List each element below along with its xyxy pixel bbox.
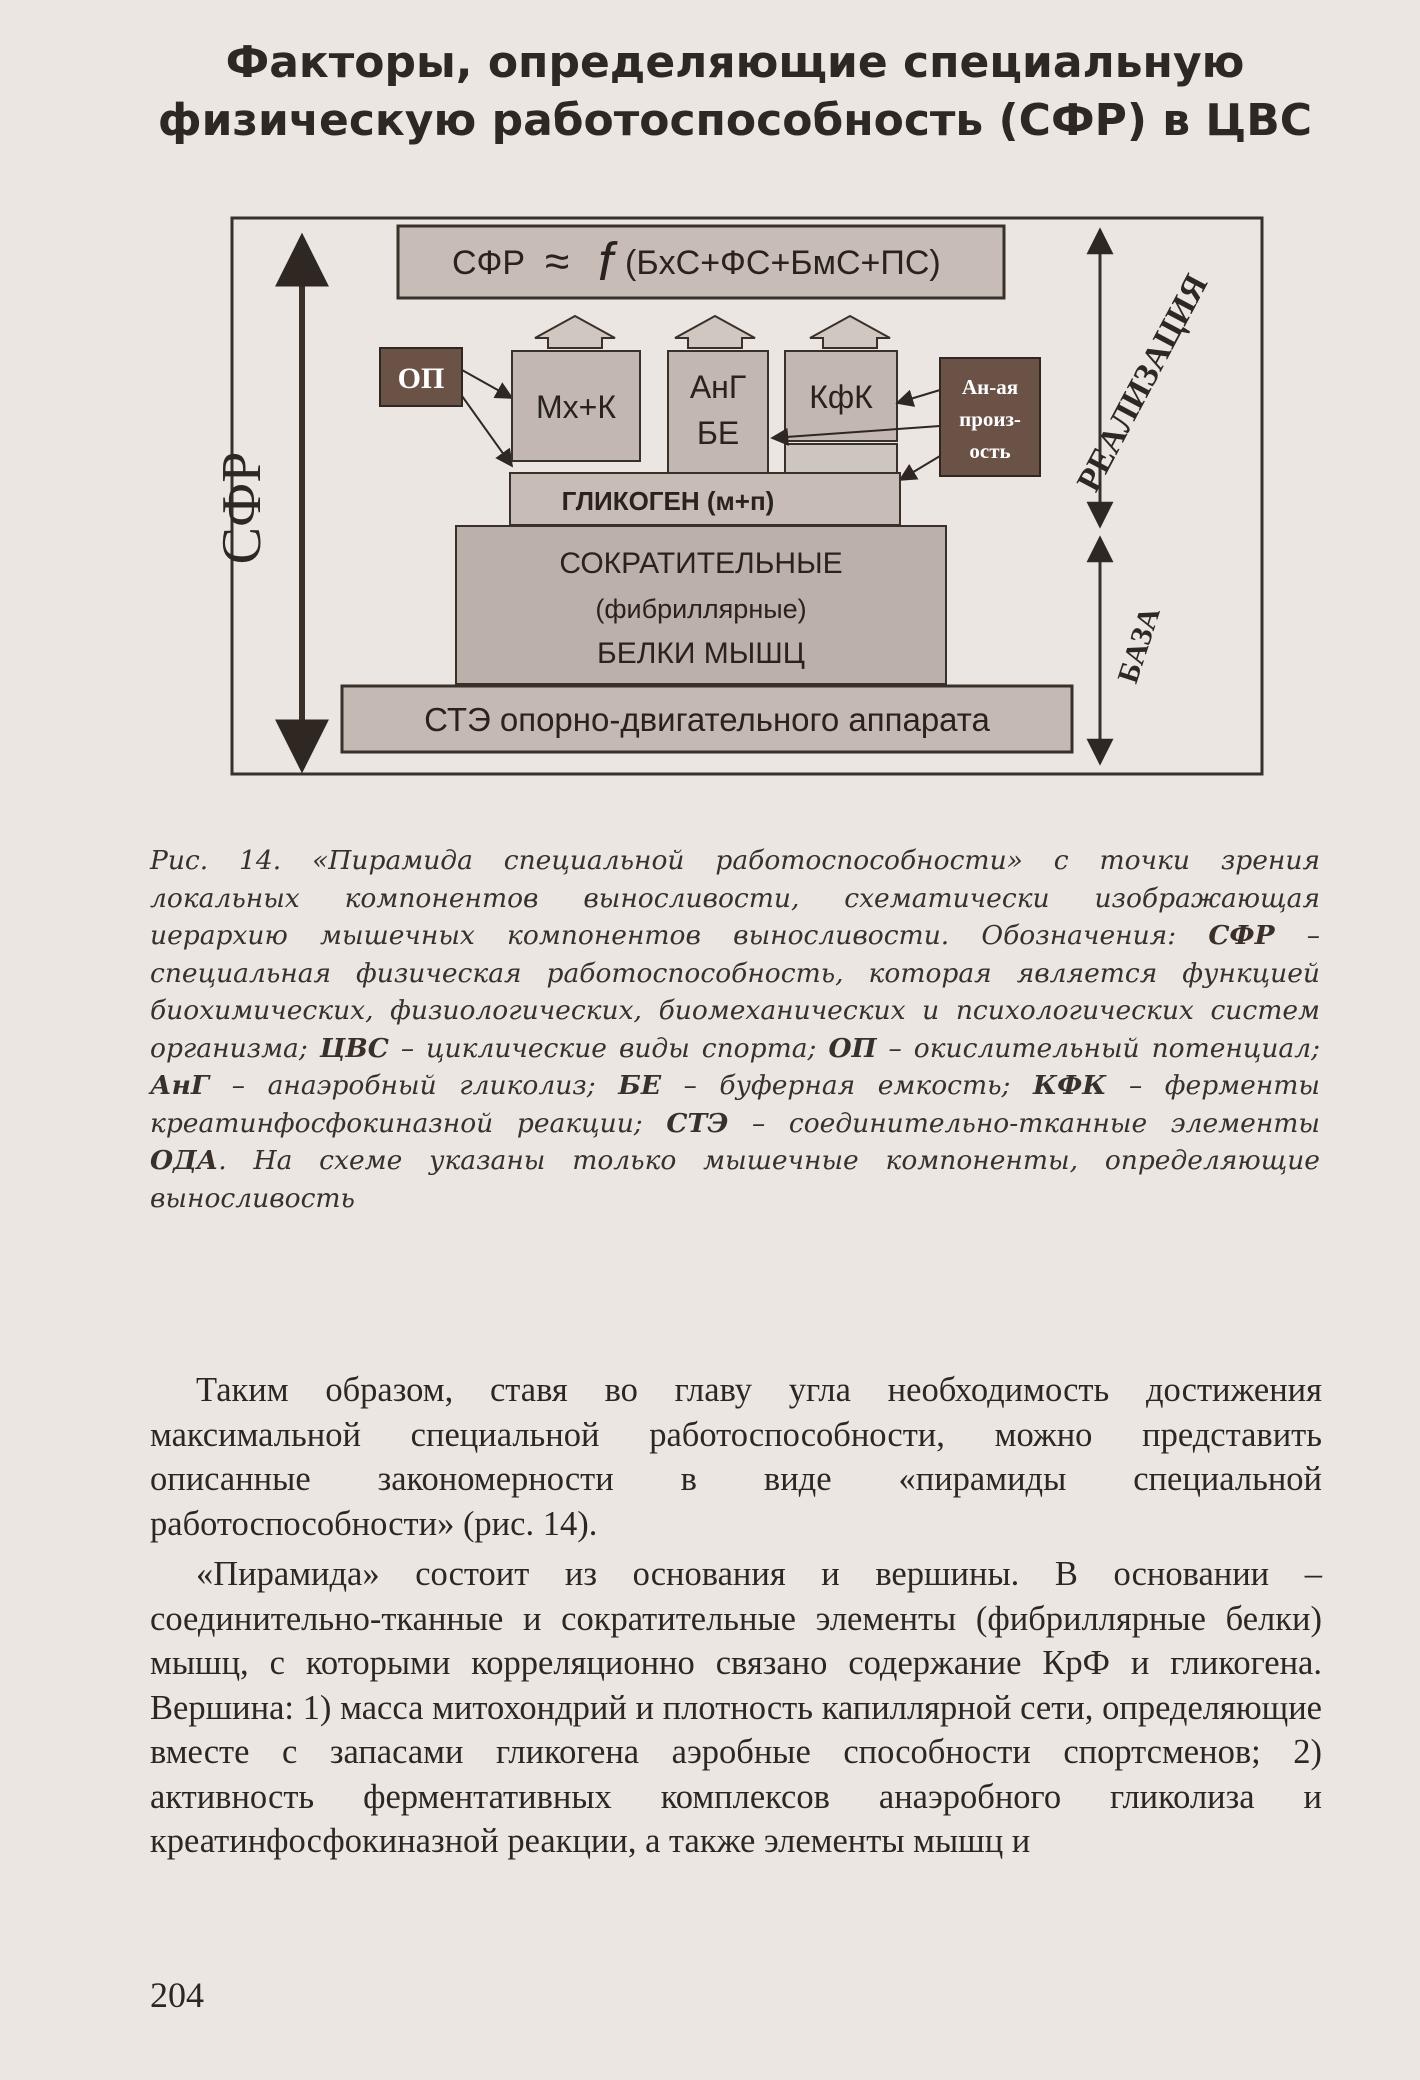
caption-term-kfk: КФК xyxy=(1033,1070,1107,1101)
op-arrow-2 xyxy=(462,396,512,466)
sfr-side-label: СФР xyxy=(211,451,273,565)
caption-term-ste: СТЭ xyxy=(666,1107,729,1139)
figure-caption xyxy=(150,842,1320,1217)
base-label: БАЗА xyxy=(1111,602,1167,688)
caption-term-oda: ОДА xyxy=(150,1145,219,1176)
contractile-line-1: СОКРАТИТЕЛЬНЫЕ xyxy=(559,547,843,580)
ang-label: АнГ xyxy=(689,369,747,405)
up-arrows xyxy=(535,316,890,348)
caption-def-be: – буферная емкость; xyxy=(661,1070,1034,1101)
paragraph-1: Таким образом, ставя во главу угла необходимость достижения максимальной специальной работоспособности, можно представить описанные закономерности в виде «пирамиды специальной работоспособности» (рис. 14). xyxy=(150,1371,1322,1543)
caption-term-be: БЕ xyxy=(618,1070,662,1101)
caption-intro: Рис. 14. «Пирамида специальной работоспособности» с точки зрения локальных компонентов выносливости, схематически изображающая иерархию мышечных компонентов выносливости. Обозначения: xyxy=(150,845,1320,951)
page-number: 204 xyxy=(150,1975,204,2015)
caption-term-ang: АнГ xyxy=(150,1070,210,1101)
caption-def-ste: – соединительно-тканные элементы xyxy=(728,1107,1320,1139)
an-arrow-3 xyxy=(900,456,940,480)
realization-label: РЕАЛИЗАЦИЯ xyxy=(1070,268,1216,498)
caption-def-kfk: – ферменты креатинфосфокиназной реакции; xyxy=(150,1070,1320,1139)
caption-def-sfr: – специальная физическая работоспособность, которая является функцией биохимических, физиологических, биомеханических и психологических систем организма; xyxy=(150,920,1320,1064)
kfk-label: КфК xyxy=(809,379,873,415)
contractile-line-3: БЕЛКИ МЫШЦ xyxy=(597,637,805,670)
caption-term-sfr: СФР xyxy=(1208,920,1275,951)
be-label: БЕ xyxy=(696,415,740,451)
caption-end: . На схеме указаны только мышечные компоненты, определяющие выносливость xyxy=(150,1145,1320,1214)
figure-title-line-1: Факторы, определяющие специальную xyxy=(225,37,1245,88)
caption-def-cvs: – циклические виды спорта; xyxy=(388,1032,829,1064)
caption-term-cvs: ЦВС xyxy=(319,1032,389,1064)
anaerobic-line-1: Ан-ая xyxy=(961,375,1019,399)
anaerobic-line-2: произ- xyxy=(959,407,1021,431)
pyramid-svg xyxy=(211,208,1280,798)
formula-approx: ≈ xyxy=(545,237,570,286)
op-label: ОП xyxy=(397,362,445,395)
paragraph-2: «Пирамида» состоит из основания и вершины. В основании – соединительно-тканные и сократительные элементы (фибриллярные белки) мышц, с которыми корреляционно связано содержание КрФ и гликогена. Вершина: 1) масса митохондрий и плотность капиллярной сети, определяющие вместе с запасами гликогена аэробные способности спортсменов; 2) активность ферментативных комплексов анаэробного гликолиза и креатинфосфокиназной реакции, а также элементы мышц и xyxy=(150,1555,1322,1860)
mxk-label: Мх+К xyxy=(536,389,616,425)
anaerobic-line-3: ость xyxy=(969,439,1011,463)
an-arrow-1 xyxy=(897,390,940,403)
caption-term-op: ОП xyxy=(828,1032,877,1064)
formula-prefix: СФР xyxy=(452,244,526,282)
ste-label: СТЭ опорно-двигательного аппарата xyxy=(424,701,990,738)
caption-def-op: – окислительный потенциал; xyxy=(876,1032,1321,1064)
caption-def-ang: – анаэробный гликолиз; xyxy=(209,1070,619,1101)
pyramid-diagram xyxy=(211,208,1280,798)
formula-f: f xyxy=(598,232,614,292)
glycogen-label: ГЛИКОГЕН (м+п) xyxy=(561,486,775,516)
op-arrow-1 xyxy=(462,370,512,398)
figure-title xyxy=(150,34,1320,150)
body-text xyxy=(150,1368,1322,1864)
contractile-line-2: (фибриллярные) xyxy=(595,594,807,624)
formula-args: (БхС+ФС+БмС+ПС) xyxy=(625,244,941,282)
figure-title-line-2: физическую работоспособность (СФР) в ЦВС xyxy=(157,95,1313,146)
